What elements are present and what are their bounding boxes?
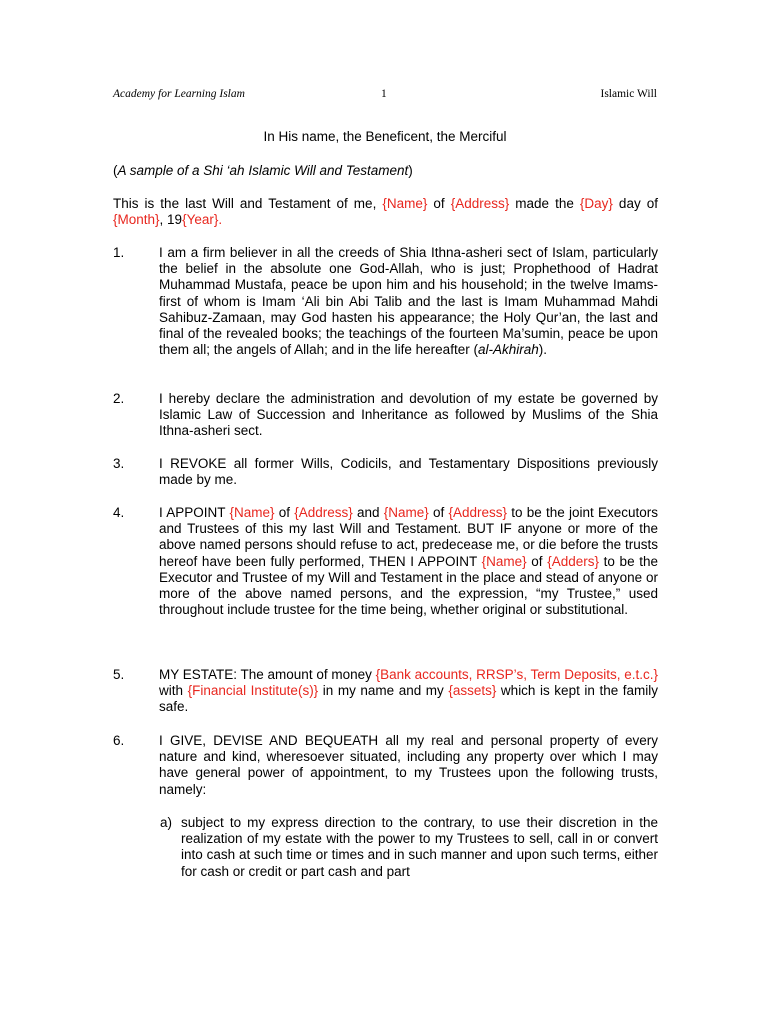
name-placeholder: {Name} xyxy=(229,505,275,520)
header-document-title: Islamic Will xyxy=(600,88,657,100)
clause-text-part: I APPOINT xyxy=(159,505,230,520)
clause-text xyxy=(159,505,658,618)
clause-text xyxy=(159,667,658,716)
clause-text-part: I am a firm believer in all the creeds of Shia Ithna-asheri sect of Islam, particularly the belief in the absolute one God-Allah, who is just; Prophethood of Hadrat Muhammad Mustafa, peace be upon him and his household; in the twelve Imams-first of whom is Imam ‘Ali bin Abi Talib and the last is Imam Muhammad Mahdi Sahibuz-Zamaan, may God hasten his appearance; the Holy Qur’an, the last and final of the revealed books; the teachings of the fourteen Ma’sumin, peace be upon them all; the angels of Allah; and in the life hereafter ( xyxy=(159,245,658,358)
clause-text-part: to be the Executor and Trustee of my Will and Testament in the place and stead of anyone or more of the above named persons, and the expression, “my Trustee,” used throughout include trustee for the time being, whether original or substitutional. xyxy=(159,553,658,618)
header-organization: Academy for Learning Islam xyxy=(113,88,245,100)
intro-text: day of xyxy=(612,196,658,211)
intro-text: of xyxy=(427,196,451,211)
intro-text: made the xyxy=(509,196,580,211)
clause-text-part: in my name and my xyxy=(318,683,449,699)
clause-number: 1. xyxy=(113,245,125,260)
clause-text-part: and xyxy=(352,505,384,520)
subtitle xyxy=(113,163,658,179)
clause-number: 4. xyxy=(113,505,125,520)
clause-text-part: which is kept in the family safe. xyxy=(159,683,659,715)
adders-placeholder: {Adders} xyxy=(547,553,599,569)
clause-text: I hereby declare the administration and devolution of my estate be governed by Islamic Law of Succession and Inheritance as followed by Muslims of the Shia Ithna-asheri sect. xyxy=(159,391,658,439)
clause-5 xyxy=(113,667,658,716)
clause-2 xyxy=(113,391,658,440)
clause-text-part: of xyxy=(428,505,449,520)
intro-text: , 19 xyxy=(159,212,183,228)
clause-text-part: to be the joint Executors and Trustees of this my last Will and Testament. BUT IF anyone or more of the above named persons should refuse to act, predecease me, or die before the trusts hereof have been fully performed, THEN I APPOINT xyxy=(159,505,659,569)
clause-6 xyxy=(113,733,658,798)
intro-paragraph xyxy=(113,196,658,228)
header-page-number: 1 xyxy=(381,88,387,100)
address-placeholder: {Address} xyxy=(294,505,353,520)
clause-number: 5. xyxy=(113,667,125,682)
assets-placeholder: {assets} xyxy=(448,683,497,699)
subtitle-close-paren: ) xyxy=(408,163,413,178)
page-title: In His name, the Beneficent, the Merciful xyxy=(263,129,507,144)
clause-text-part: with xyxy=(159,683,188,699)
name-placeholder: {Name} xyxy=(481,553,527,569)
clause-number: 6. xyxy=(113,733,125,748)
al-akhirah-term: al-Akhirah xyxy=(477,342,539,358)
clause-number: 3. xyxy=(113,456,125,471)
bank-accounts-placeholder: {Bank accounts, RRSP’s, Term Deposits, e.t.c.} xyxy=(375,667,658,682)
name-placeholder: {Name} xyxy=(382,196,428,211)
clause-text: I REVOKE all former Wills, Codicils, and Testamentary Dispositions previously made by me. xyxy=(159,456,658,488)
clause-text xyxy=(159,245,658,358)
financial-institute-placeholder: {Financial Institute(s)} xyxy=(187,683,319,699)
subclause-label: a) xyxy=(160,815,173,830)
day-placeholder: {Day} xyxy=(579,196,613,211)
subclause-a xyxy=(160,815,658,880)
year-placeholder: {Year}. xyxy=(182,212,223,228)
name-placeholder: {Name} xyxy=(383,505,429,520)
subclause-text: subject to my express direction to the contrary, to use their discretion in the realization of my estate with the power to my Trustees to sell, call in or convert into cash at such time or times and in such manner and upon such terms, either for cash or credit or part cash and part xyxy=(181,815,658,879)
address-placeholder: {Address} xyxy=(450,196,510,211)
clause-text-part: ). xyxy=(538,342,547,358)
address-placeholder: {Address} xyxy=(448,505,508,520)
clause-3 xyxy=(113,456,658,488)
clause-text-part: of xyxy=(274,505,295,520)
clause-1 xyxy=(113,245,658,358)
subtitle-open-paren: ( xyxy=(113,163,118,178)
clause-text-part: MY ESTATE: The amount of money xyxy=(159,667,376,682)
subtitle-text: A sample of a Shi ‘ah Islamic Will and Testament xyxy=(117,163,409,178)
clause-4 xyxy=(113,505,658,618)
clause-number: 2. xyxy=(113,391,125,406)
clause-text: I GIVE, DEVISE AND BEQUEATH all my real and personal property of every nature and kind, wheresoever situated, including any property over which I may have general power of appointment, to my Trustees upon the following trusts, namely: xyxy=(159,733,658,797)
clause-text-part: of xyxy=(526,553,548,569)
intro-text: This is the last Will and Testament of me, xyxy=(113,196,383,211)
month-placeholder: {Month} xyxy=(113,212,160,228)
